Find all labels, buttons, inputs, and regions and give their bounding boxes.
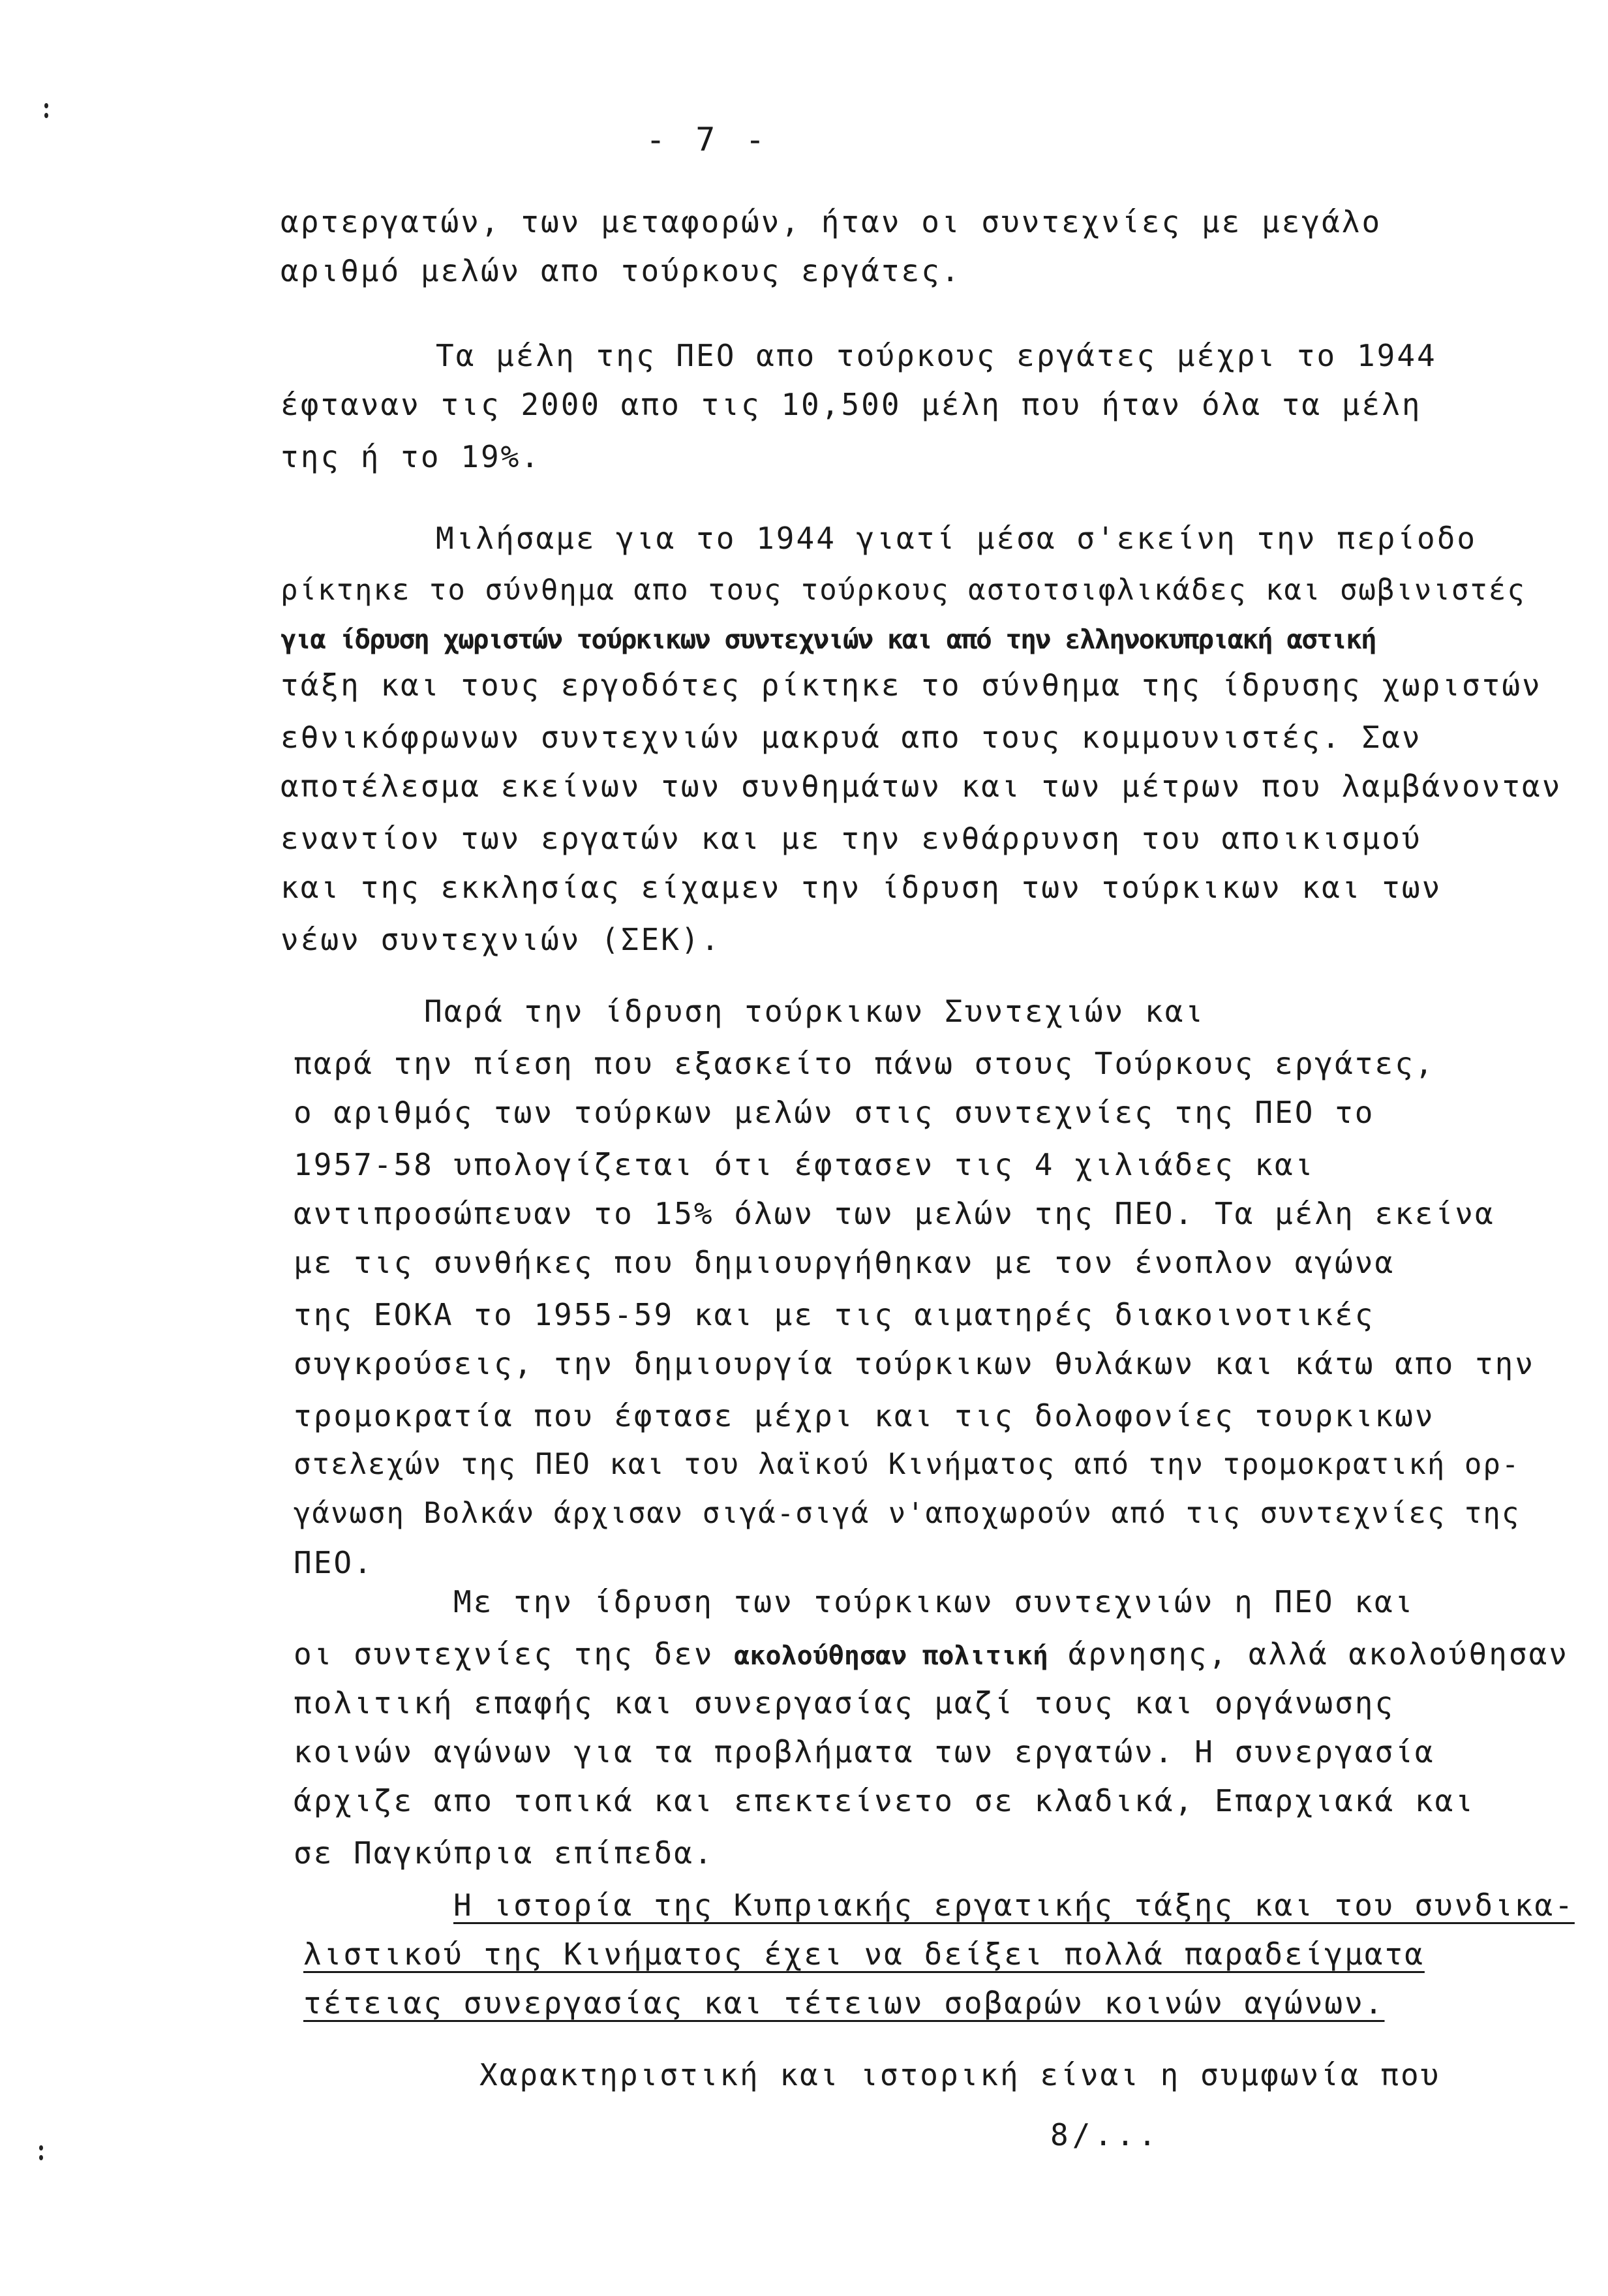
text-line: Παρά την ίδρυση τούρκικων Συντεχιών και	[424, 994, 1206, 1029]
text-line: παρά την πίεση που εξασκείτο πάνω στους Τούρκους εργάτες,	[294, 1046, 1435, 1081]
text-line: στελεχών της ΠΕΟ και του λαϊκού Κινήματος από την τρομοκρατική ορ-	[294, 1448, 1521, 1481]
text-line: αποτέλεσμα εκείνων των συνθημάτων και των μέτρων που λαμβάνονταν	[281, 769, 1562, 804]
text-line: άρχιζε απο τοπικά και επεκτείνετο σε κλαδικά, Επαρχιακά και	[294, 1783, 1475, 1818]
continuation-marker: 8/...	[1050, 2117, 1160, 2152]
text-line: ΠΕΟ.	[294, 1545, 374, 1580]
text-line: πολιτική επαφής και συνεργασίας μαζί τους και οργάνωσης	[294, 1685, 1395, 1721]
underlined-line: λιστικού της Κινήματος έχει να δείξει πολλά παραδείγματα	[303, 1936, 1425, 1972]
overtyped-line: για ίδρυση χωριστών τούρκικων συντεχνιών και από την ελληνοκυπριακή αστική	[281, 624, 1376, 655]
scan-speck	[44, 113, 48, 118]
text-line: της ΕΟΚΑ το 1955-59 και με τις αιματηρές διακοινοτικές	[294, 1297, 1375, 1332]
text-line	[294, 1634, 1569, 1676]
text-line: γάνωση Βολκάν άρχισαν σιγά-σιγά ν'αποχωρούν από τις συντεχνίες της	[294, 1497, 1521, 1530]
scan-speck	[39, 2145, 43, 2151]
text-line: και της εκκλησίας είχαμεν την ίδρυση των τούρκικων και των	[281, 870, 1442, 905]
text-segment: άρνησης, αλλά ακολούθησαν	[1048, 1636, 1569, 1672]
overtyped-segment: ακολούθησαν πολιτική	[734, 1641, 1048, 1671]
text-line: σε Παγκύπρια επίπεδα.	[294, 1835, 714, 1871]
text-line: Τα μέλη της ΠΕΟ απο τούρκους εργάτες μέχρι το 1944	[436, 338, 1437, 373]
text-line: αρτεργατών, των μεταφορών, ήταν οι συντεχνίες με μεγάλο	[281, 204, 1382, 239]
text-line: κοινών αγώνων για τα προβλήματα των εργατών. Η συνεργασία	[294, 1734, 1435, 1769]
text-line: εναντίον των εργατών και με την ενθάρρυνση του αποικισμού	[281, 821, 1422, 856]
text-line: αριθμό μελών απο τούρκους εργάτες.	[281, 253, 962, 288]
scan-speck	[39, 2155, 43, 2160]
page-number: - 7 -	[646, 121, 770, 159]
text-line: με τις συνθήκες που δημιουργήθηκαν με τον ένοπλον αγώνα	[294, 1245, 1395, 1280]
text-line: ρίκτηκε το σύνθημα απο τους τούρκους αστοτσιφλικάδες και σωβινιστές	[281, 574, 1526, 607]
text-line: Χαρακτηριστική και ιστορική είναι η συμφωνία που	[479, 2057, 1441, 2092]
underlined-line: Η ιστορία της Κυπριακής εργατικής τάξης και του συνδικα-	[453, 1888, 1575, 1923]
text-line: νέων συντεχνιών (ΣΕΚ).	[281, 922, 721, 957]
text-line: της ή το 19%.	[281, 439, 541, 474]
text-line: Μιλήσαμε για το 1944 γιατί μέσα σ'εκείνη την περίοδο	[436, 521, 1478, 556]
text-line: έφταναν τις 2000 απο τις 10,500 μέλη που ήταν όλα τα μέλη	[281, 387, 1422, 422]
text-line: Με την ίδρυση των τούρκικων συντεχνιών η ΠΕΟ και	[453, 1584, 1415, 1619]
text-line: τάξη και τους εργοδότες ρίκτηκε το σύνθημα της ίδρυσης χωριστών	[281, 667, 1542, 703]
text-line: τρομοκρατία που έφτασε μέχρι και τις δολοφονίες τουρκικων	[294, 1398, 1435, 1433]
text-line: συγκρούσεις, την δημιουργία τούρκικων θυλάκων και κάτω απο την	[294, 1346, 1536, 1381]
text-line: ο αριθμός των τούρκων μελών στις συντεχνίες της ΠΕΟ το	[294, 1095, 1375, 1130]
text-line: αντιπροσώπευαν το 15% όλων των μελών της ΠΕΟ. Τα μέλη εκείνα	[294, 1196, 1495, 1231]
scan-speck	[44, 103, 48, 108]
text-line: 1957-58 υπολογίζεται ότι έφτασεν τις 4 χιλιάδες και	[294, 1147, 1315, 1182]
text-line: εθνικόφρωνων συντεχνιών μακρυά απο τους κομμουνιστές. Σαν	[281, 720, 1422, 755]
text-segment: οι συντεχνίες της δεν	[294, 1636, 735, 1672]
underlined-line: τέτειας συνεργασίας και τέτειων σοβαρών κοινών αγώνων.	[303, 1985, 1385, 2021]
